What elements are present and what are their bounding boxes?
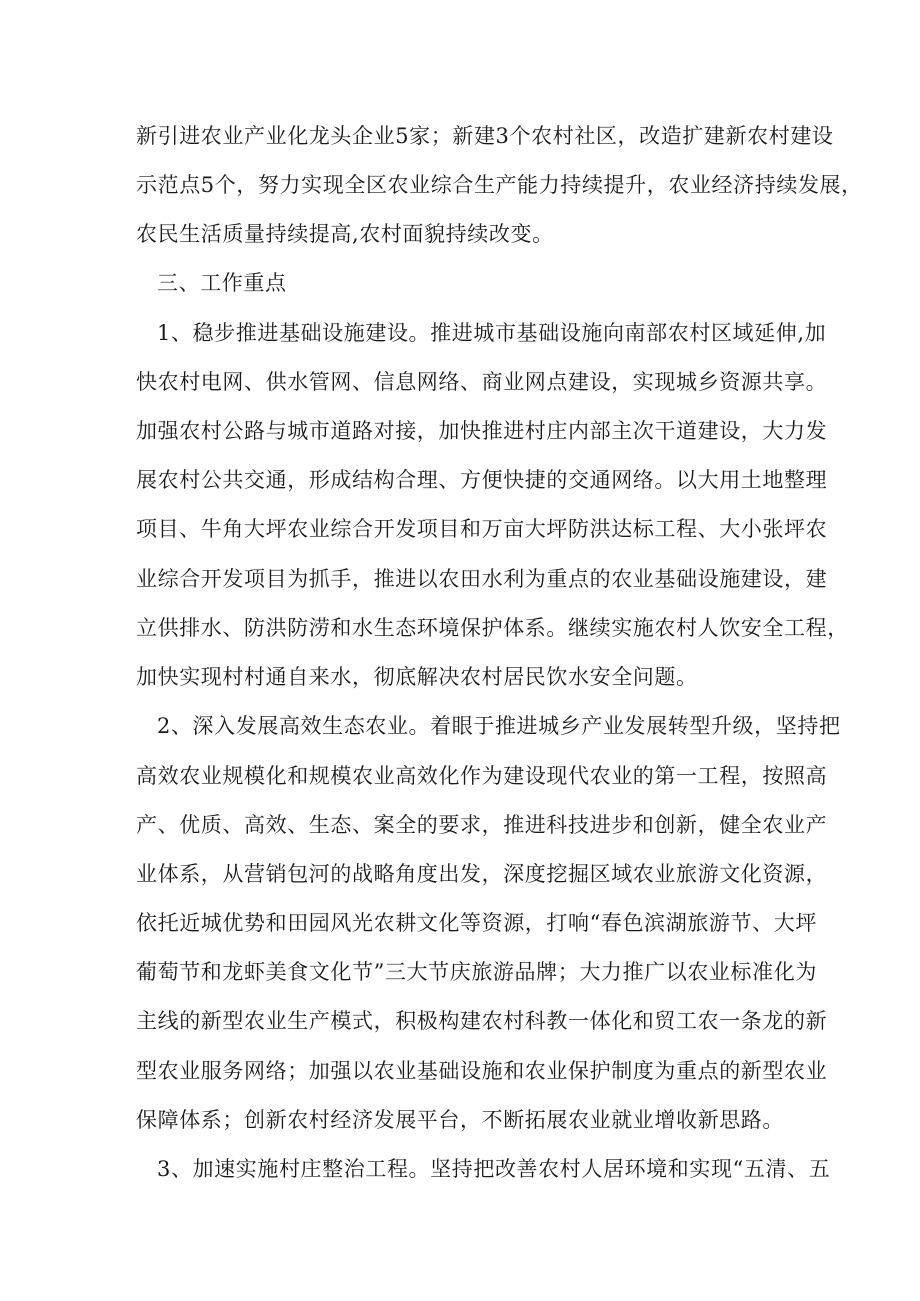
text-line: 立供排水、防洪防涝和水生态环境保护体系。继续实施农村人饮安全工程，	[136, 616, 849, 640]
paragraph-start-line: 3、加速实施村庄整治工程。坚持把改善农村人居环境和实现“五清、五	[157, 1157, 831, 1181]
text-line: 展农村公共交通，形成结构合理、方便快捷的交通网络。以大用土地整理	[136, 468, 828, 492]
text-line: 农民生活质量持续提高,农村面貌持续改变。	[136, 222, 554, 246]
text-line: 项目、牛角大坪农业综合开发项目和万亩大坪防洪达标工程、大小张坪农	[136, 517, 828, 541]
text-line: 加强农村公路与城市道路对接，加快推进村庄内部主次干道建设，大力发	[136, 419, 828, 443]
text-line: 示范点5个，努力实现全区农业综合生产能力持续提升，农业经济持续发展，	[136, 173, 863, 197]
text-line: 型农业服务网络；加强以农业基础设施和农业保护制度为重点的新型农业	[136, 1059, 828, 1083]
text-line: 快农村电网、供水管网、信息网络、商业网点建设，实现城乡资源共享。	[136, 370, 828, 394]
text-line: 业综合开发项目为抓手，推进以农田水利为重点的农业基础设施建设，建	[136, 567, 828, 591]
text-line: 高效农业规模化和规模农业高效化作为建设现代农业的第一工程，按照高	[136, 764, 828, 788]
text-line: 依托近城优势和田园风光农耕文化等资源，打响“春色滨湖旅游节、大坪	[136, 911, 817, 935]
text-line: 葡萄节和龙虾美食文化节”三大节庆旅游品牌；大力推广以农业标准化为	[136, 960, 817, 984]
paragraph-start-line: 2、深入发展高效生态农业。着眼于推进城乡产业发展转型升级，坚持把	[157, 714, 841, 738]
text-line: 加快实现村村通自来水，彻底解决农村居民饮水安全问题。	[136, 665, 698, 689]
section-heading: 三、工作重点	[157, 271, 287, 295]
text-line: 新引进农业产业化龙头企业5家；新建3个农村社区，改造扩建新农村建设	[136, 124, 834, 148]
text-line: 主线的新型农业生产模式，积极构建农村科教一体化和贸工农一条龙的新	[136, 1009, 828, 1033]
text-line: 保障体系；创新农村经济发展平台，不断拓展农业就业增收新思路。	[136, 1108, 784, 1132]
text-line: 业体系，从营销包河的战略角度出发，深度挖掘区域农业旅游文化资源，	[136, 862, 828, 886]
paragraph-start-line: 1、稳步推进基础设施建设。推进城市基础设施向南部农村区域延伸,加	[157, 321, 827, 345]
text-line: 产、优质、高效、生态、案全的要求，推进科技进步和创新，健全农业产	[136, 813, 828, 837]
